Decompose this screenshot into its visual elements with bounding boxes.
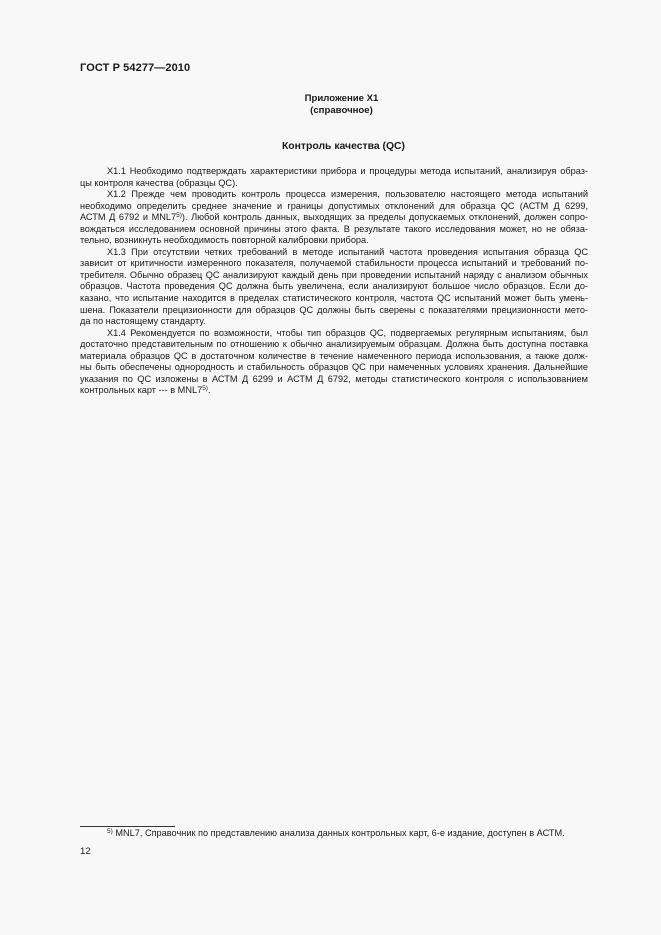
- text-line: шена. Показатели прецизионности для образцов QC должны быть сверены с показателями прецизионности мето-: [80, 304, 588, 315]
- footnote-marker: 5): [107, 828, 113, 835]
- text-line: вождаться исследованием основной причины этого факта. В результате такого исследования может, но не обяза-: [80, 223, 588, 234]
- page-number: 12: [80, 846, 91, 857]
- text-line: цы контроля качества (образцы QC).: [80, 177, 238, 188]
- text-line: необходимо определить среднее значение и границы допустимых отклонений для образца QC (АСТМ Д 6299,: [80, 200, 588, 211]
- paragraph-x1-3: [80, 247, 588, 328]
- paragraph-x1-2: [80, 189, 588, 247]
- footnote-ref[interactable]: 5): [202, 385, 208, 393]
- footnote-text: MNL7, Справочник по представлению анализа данных контрольных карт, 6-е издание, доступен в АСТМ.: [112, 828, 565, 838]
- text-line: X1.3 При отсутствии четких требований в методе испытаний частота проведения испытания образца QC: [107, 246, 588, 257]
- section-title: Контроль качества (QC): [281, 141, 406, 152]
- text-line: АСТМ Д 6792 и MNL7$^{5)}$). Любой контроль данных, выходящих за пределы допускаемых отклонений, должен сопро-: [80, 212, 588, 223]
- text-line: X1.2 Прежде чем проводить контроль процесса измерения, пользователю настоящего метода испытаний: [107, 189, 588, 200]
- appendix-title: Приложение X1: [304, 93, 379, 104]
- text-line: да по настоящему стандарту.: [80, 316, 206, 327]
- text-line: X1.1 Необходимо подтверждать характеристики прибора и процедуры метода испытаний, анализируя образ-: [107, 166, 588, 176]
- text-line: требителя. Обычно образец QC анализируют каждый день при проведении испытаний наряду с анализом обычных: [80, 269, 588, 280]
- appendix-heading: [0, 93, 661, 116]
- text-line: зависит от критичности измеренного показателя, получаемой стабильности процесса испытаний и требований по-: [80, 258, 588, 269]
- footnote-ref[interactable]: 5): [176, 212, 182, 220]
- text-line: казано, что испытание находится в пределах статистического контроля, частота QC испытаний может быть умень-: [80, 293, 588, 304]
- paragraph-x1-1: [80, 166, 588, 189]
- document-body: [80, 166, 588, 397]
- text-line: указания по QC изложены в АСТМ Д 6299 и АСТМ Д 6792, методы статистического контроля с использованием: [80, 373, 588, 384]
- text-line: достаточно представительным по отношению к обычно анализируемым образцам. Должна быть доступна поставка: [80, 339, 588, 350]
- text-line: тельно, возникнуть необходимость повторной калибровки прибора.: [80, 235, 369, 246]
- document-code-header: ГОСТ Р 54277—2010: [80, 62, 191, 74]
- footnote: [107, 828, 565, 838]
- text-line: X1.4 Рекомендуется по возможности, чтобы тип образцов QC, подвергаемых регулярным испытаниям, был: [107, 327, 588, 338]
- text-line: материала образцов QC в достаточном количестве в течение намеченного периода использования, а также долж-: [80, 350, 588, 361]
- text-line: контрольных карт --- в MNL7$^{5)}$.: [80, 385, 211, 396]
- text-line: образцов. Частота проведения QC должна быть увеличена, если анализируют большое число образцов. Если до-: [80, 281, 588, 292]
- appendix-subtitle: (справочное): [310, 104, 373, 116]
- text-line: ны быть обеспечены однородность и стабильность образцов QC при намеченных условиях хранения. Дальнейшие: [80, 362, 588, 373]
- footnote-divider: [80, 826, 175, 827]
- paragraph-x1-4: [80, 328, 588, 397]
